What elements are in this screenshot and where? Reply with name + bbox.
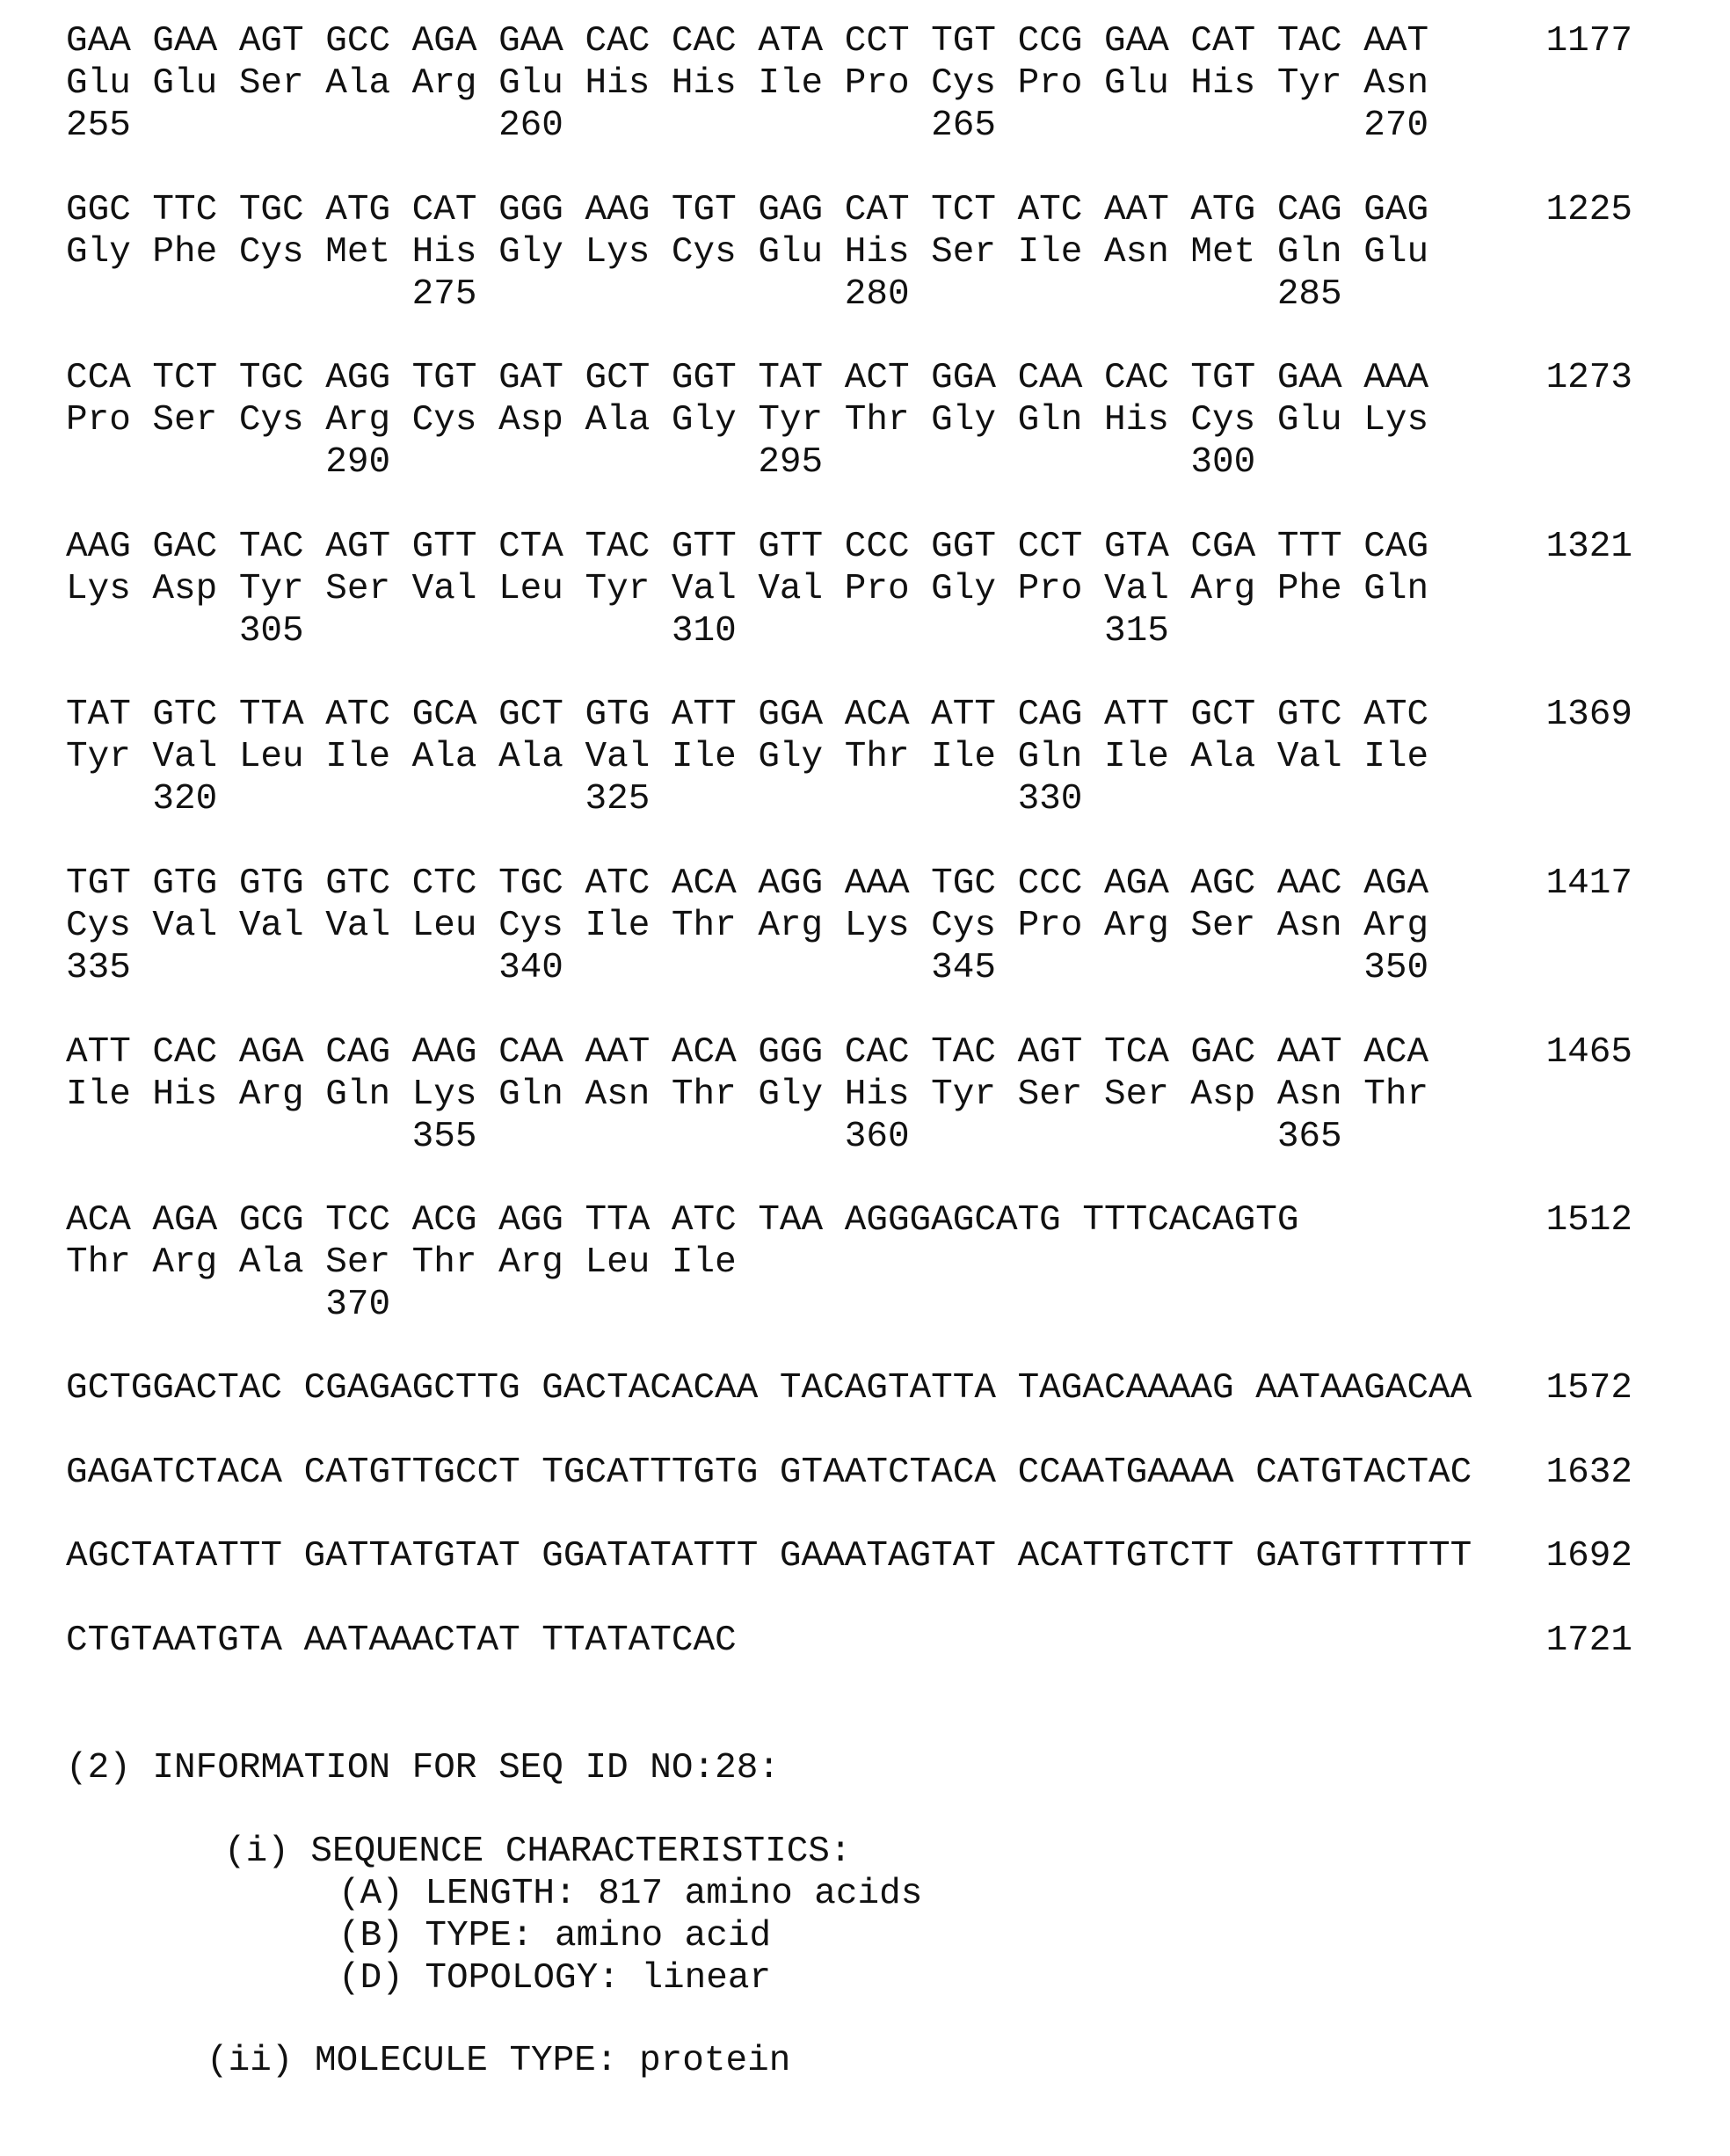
dna-sequence-line: ACA AGA GCG TCC ACG AGG TTA ATC TAA AGGGAGCATG TTTCACAGTG (66, 1199, 1298, 1242)
protein-sequence-line: Pro Ser Cys Arg Cys Asp Ala Gly Tyr Thr Gly Gln His Cys Glu Lys (66, 399, 1428, 441)
topology-field: (D) TOPOLOGY: linear (338, 1957, 771, 1999)
nucleotide-position: 1225 (1546, 189, 1632, 231)
residue-number-line: 335 340 345 350 (66, 947, 1428, 989)
nucleotide-position: 1512 (1546, 1199, 1632, 1242)
protein-sequence-line: Glu Glu Ser Ala Arg Glu His His Ile Pro Cys Pro Glu His Tyr Asn (66, 62, 1428, 105)
nucleotide-position: 1632 (1546, 1452, 1632, 1494)
nucleotide-position: 1572 (1546, 1367, 1632, 1409)
protein-sequence-line: Thr Arg Ala Ser Thr Arg Leu Ile (66, 1242, 737, 1284)
dna-sequence-line: TGT GTG GTG GTC CTC TGC ATC ACA AGG AAA TGC CCC AGA AGC AAC AGA (66, 863, 1428, 905)
dna-sequence-line: GAGATCTACA CATGTTGCCT TGCATTTGTG GTAATCTACA CCAATGAAAA CATGTACTAC (66, 1452, 1472, 1494)
molecule-type-field: (ii) MOLECULE TYPE: protein (207, 2040, 790, 2082)
nucleotide-position: 1692 (1546, 1535, 1632, 1577)
dna-sequence-line: GCTGGACTAC CGAGAGCTTG GACTACACAA TACAGTATTA TAGACAAAAG AATAAGACAA (66, 1367, 1472, 1409)
dna-sequence-line: GGC TTC TGC ATG CAT GGG AAG TGT GAG CAT TCT ATC AAT ATG CAG GAG (66, 189, 1428, 231)
nucleotide-position: 1465 (1546, 1031, 1632, 1074)
protein-sequence-line: Lys Asp Tyr Ser Val Leu Tyr Val Val Pro Gly Pro Val Arg Phe Gln (66, 568, 1428, 610)
residue-number-line: 290 295 300 (66, 441, 1255, 484)
dna-sequence-line: AGCTATATTT GATTATGTAT GGATATATTT GAAATAGTAT ACATTGTCTT GATGTTTTTT (66, 1535, 1472, 1577)
seq-info-heading: (2) INFORMATION FOR SEQ ID NO:28: (66, 1747, 780, 1789)
dna-sequence-line: CCA TCT TGC AGG TGT GAT GCT GGT TAT ACT GGA CAA CAC TGT GAA AAA (66, 357, 1428, 399)
sequence-characteristics-heading: (i) SEQUENCE CHARACTERISTICS: (224, 1831, 852, 1873)
nucleotide-position: 1177 (1546, 20, 1632, 62)
nucleotide-position: 1417 (1546, 863, 1632, 905)
dna-sequence-line: AAG GAC TAC AGT GTT CTA TAC GTT GTT CCC GGT CCT GTA CGA TTT CAG (66, 526, 1428, 568)
nucleotide-position: 1273 (1546, 357, 1632, 399)
nucleotide-position: 1369 (1546, 694, 1632, 736)
residue-number-line: 305 310 315 (66, 610, 1169, 652)
protein-sequence-line: Tyr Val Leu Ile Ala Ala Val Ile Gly Thr Ile Gln Ile Ala Val Ile (66, 736, 1428, 778)
dna-sequence-line: TAT GTC TTA ATC GCA GCT GTG ATT GGA ACA ATT CAG ATT GCT GTC ATC (66, 694, 1428, 736)
residue-number-line: 275 280 285 (66, 273, 1342, 316)
protein-sequence-line: Ile His Arg Gln Lys Gln Asn Thr Gly His Tyr Ser Ser Asp Asn Thr (66, 1074, 1428, 1116)
nucleotide-position: 1321 (1546, 526, 1632, 568)
dna-sequence-line: GAA GAA AGT GCC AGA GAA CAC CAC ATA CCT TGT CCG GAA CAT TAC AAT (66, 20, 1428, 62)
dna-sequence-line: CTGTAATGTA AATAAACTAT TTATATCAC (66, 1620, 737, 1662)
dna-sequence-line: ATT CAC AGA CAG AAG CAA AAT ACA GGG CAC TAC AGT TCA GAC AAT ACA (66, 1031, 1428, 1074)
residue-number-line: 320 325 330 (66, 778, 1082, 820)
protein-sequence-line: Cys Val Val Val Leu Cys Ile Thr Arg Lys Cys Pro Arg Ser Asn Arg (66, 905, 1428, 947)
residue-number-line: 355 360 365 (66, 1116, 1342, 1158)
length-field: (A) LENGTH: 817 amino acids (338, 1873, 922, 1915)
type-field: (B) TYPE: amino acid (338, 1915, 771, 1957)
residue-number-line: 370 (66, 1284, 390, 1326)
protein-sequence-line: Gly Phe Cys Met His Gly Lys Cys Glu His Ser Ile Asn Met Gln Glu (66, 231, 1428, 273)
nucleotide-position: 1721 (1546, 1620, 1632, 1662)
residue-number-line: 255 260 265 270 (66, 105, 1428, 147)
